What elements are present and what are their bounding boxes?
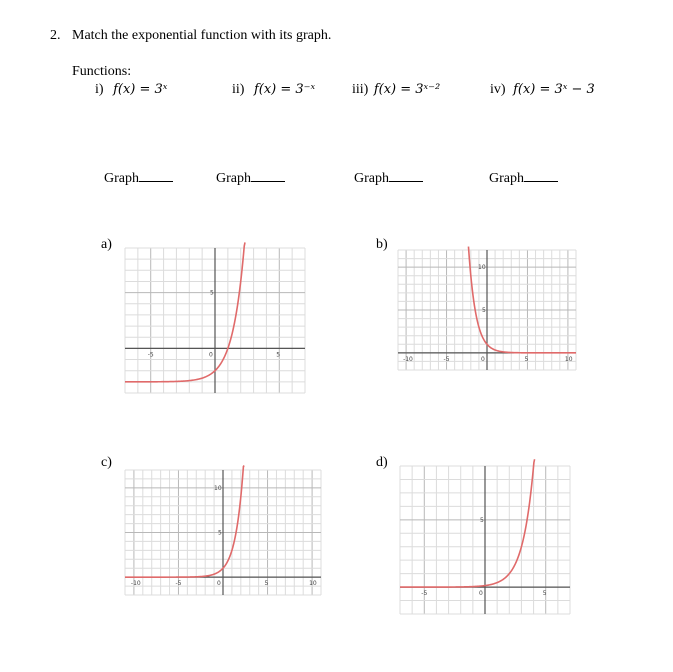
- function-expression: f(x) = 3ˣ: [113, 82, 168, 97]
- x-tick-label: 10: [564, 355, 573, 363]
- graph-a: [125, 248, 305, 393]
- function-expression: f(x) = 3ˣ − 3: [513, 82, 595, 97]
- x-tick-label: 0: [209, 351, 213, 359]
- function-item-iv: [490, 82, 595, 98]
- y-tick-label: 5: [210, 289, 214, 297]
- function-numeral: ii): [232, 82, 245, 97]
- function-curve: [125, 242, 245, 381]
- function-item-iii: [352, 82, 440, 98]
- graph-c: [125, 470, 321, 595]
- question-text: Match the exponential function with its graph.: [72, 28, 332, 43]
- y-tick-label: 5: [480, 516, 484, 524]
- function-item-i: [95, 82, 167, 98]
- y-tick-label: 10: [478, 264, 486, 272]
- graph-blank-ii[interactable]: [216, 169, 285, 187]
- functions-heading: Functions:: [72, 64, 132, 79]
- x-tick-label: 5: [542, 590, 547, 598]
- x-tick-label: -5: [421, 590, 428, 598]
- graph-label: Graph: [216, 171, 251, 186]
- x-tick-label: -5: [147, 351, 154, 359]
- function-expression: f(x) = 3ˣ⁻²: [373, 82, 441, 97]
- y-tick-label: 5: [482, 307, 486, 314]
- graph-b: [398, 250, 576, 370]
- question-number: 2.: [50, 28, 61, 43]
- function-item-ii: [232, 82, 315, 98]
- graph-label: Graph: [489, 171, 524, 186]
- x-tick-label: -5: [443, 355, 450, 363]
- answer-blank[interactable]: [139, 169, 173, 182]
- x-tick-label: -5: [175, 580, 182, 588]
- function-expression: f(x) = 3⁻ˣ: [253, 82, 316, 97]
- plot-label-a: a): [101, 237, 112, 252]
- graph-blank-iii[interactable]: [354, 169, 423, 187]
- plot-label-b: b): [376, 237, 388, 252]
- x-tick-label: 5: [276, 351, 281, 359]
- function-numeral: iii): [352, 82, 369, 97]
- graph-label: Graph: [354, 171, 389, 186]
- answer-blank[interactable]: [251, 169, 285, 182]
- x-tick-label: 0: [217, 580, 221, 588]
- graph-blank-iv[interactable]: [489, 169, 558, 187]
- x-tick-label: 5: [524, 355, 529, 363]
- plot-label-c: c): [101, 455, 112, 470]
- graph-label: Graph: [104, 171, 139, 186]
- x-tick-label: 0: [479, 590, 483, 598]
- graph-blank-i[interactable]: [104, 169, 173, 187]
- graph-d: [400, 466, 570, 614]
- function-curve: [400, 459, 535, 587]
- function-numeral: i): [95, 82, 104, 97]
- function-numeral: iv): [490, 82, 506, 97]
- answer-blank[interactable]: [524, 169, 558, 182]
- plot-label-d: d): [376, 455, 388, 470]
- x-tick-label: 5: [264, 580, 269, 588]
- x-tick-label: -10: [403, 355, 413, 363]
- answer-blank[interactable]: [389, 169, 423, 182]
- y-tick-label: 10: [214, 484, 222, 492]
- x-tick-label: 0: [481, 355, 485, 363]
- x-tick-label: -10: [130, 580, 141, 588]
- y-tick-label: 5: [218, 529, 222, 537]
- x-tick-label: 10: [309, 580, 317, 588]
